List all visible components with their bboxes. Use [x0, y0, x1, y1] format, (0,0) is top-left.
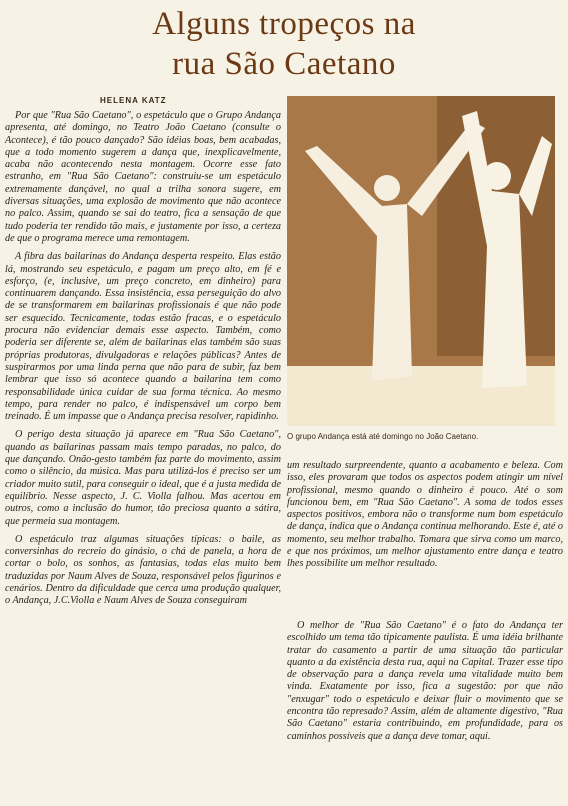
paragraph-situations: O espetáculo traz algumas situações típicas: o baile, as conversinhas do recreio do ginásio, o chá de panela, a hora de cortar o bolo, os sonhos, as fantasias, todas elas muito bem traduzidas por Naum Alves de Souza, responsável pelos figurinos e cenários. Dentro da dificuldade que cerca uma produção qualquer, o Andança, J.C.Violla e Naum Alves de Souza conseguiram	[5, 533, 281, 607]
paragraph-result: um resultado surpreendente, quanto a acabamento e beleza. Com isso, eles provaram que todos os aspectos podem atingir um nível profissional, mesmo quando o dinheiro é pouco. Até o som funcionou bem, em "Rua São Caetano". A soma de todos esses aspectos positivos, embora não o transforme num bom espetáculo de dança, indica que o Andança continua melhorando. Este é, até o momento, seu melhor trabalho. Tomara que sirva como um marco, e que nos próximos, um melhor ajustamento entre dança e teatro lhes possibilite um melhor resultado.	[287, 460, 563, 570]
paragraph-danger: O perigo desta situação já aparece em "Rua São Caetano", quando as bailarinas passam mais tempo paradas, no palco, do que dançando. Onão-gesto também faz parte do movimento, assim como o silêncio, da música. Mas para utilizá-los é preciso ser um criador muito sutil, para conseguir o ideal, que é a justa medida de equilíbrio. Nesse aspecto, J. C. Violla falhou. Mas acertou em outros, como a inclusão do humor, tão preciosa quanto a sátira, que permeia sua montagem.	[5, 429, 281, 527]
article-column-right-top	[287, 460, 563, 571]
dancers-illustration	[287, 96, 555, 426]
article-headline	[0, 4, 568, 84]
paragraph-intro: Por que "Rua São Caetano", o espetáculo que o Grupo Andança apresenta, até domingo, no Teatro João Caetano (consulte o Acontece), é tão pouco dançado? São idéias boas, bem acabadas, que a todo momento sugerem a dança que, inexplicavelmente, acaba não acontecendo nesta montagem. Ocorre esse fato estranho, em "Rua São Caetano": construiu-se um espetáculo extremamente dançável, no qual a trilha sonora sugere, em diversas situações, uma explosão de movimento que não acontece no palco. Assim, quando se sai do teatro, fica a sensação de que tudo poderia ter rendido tão mais, e justamente por isso, a certeza de que o programa merece uma remontagem.	[5, 110, 281, 244]
article-column-right-bottom	[287, 620, 563, 743]
article-column-left	[5, 110, 281, 614]
paragraph-dancers: A fibra das bailarinas do Andança desperta respeito. Elas estão lá, mostrando seu espetáculo, e pagam um preço alto, em fé e esforço, (e, inclusive, um preço concreto, em dinheiro) para continuarem dançando. Essa insistência, essa perseguição do alvo de se transformarem em bailarinas profissionais é que não pode ser esquecido. Tecnicamente, todas estão fracas, e o espetáculo procura não evidenciar demais esse aspecto. Também, como poderia ser diferente se, além de bailarinas elas também são suas próprias produtoras, divulgadoras e relações públicas? Antes de suspirarmos por uma linda perna que não para de subir, faz bem lembrar que isso só acontece quando a bailarina tem como responsabilidade única cuidar de sua forma técnica. Ao mesmo tempo, para render no palco, é indispensável um corpo bem treinado. É um impasse que o Andança precisa resolver, rapidinho.	[5, 251, 281, 423]
headline-line-1: Alguns tropeços na	[152, 6, 416, 42]
author-byline: HELENA KATZ	[100, 96, 167, 105]
paragraph-best: O melhor de "Rua São Caetano" é o fato do Andança ter escolhido um tema tão tipicamente paulista. É uma idéia brilhante tratar do casamento a partir de uma situação tão particular quanto a da existência desta rua, aqui na Capital. Trazer esse tipo de observação para a dança revela uma vitalidade muito bem vinda. Exatamente por isso, fica a sugestão: por que não "enxugar" todo o espetáculo e deixar fluir o movimento que se encontra tão represado? Assim, além de altamente digestivo, "Rua São Caetano" estaria contribuindo, em profundidade, para os caminhos possíveis que a dança deve tomar, aqui.	[287, 620, 563, 742]
headline-line-2: rua São Caetano	[172, 46, 396, 82]
dancers-photo	[287, 96, 555, 426]
photo-caption: O grupo Andança está até domingo no João Caetano.	[287, 432, 479, 441]
